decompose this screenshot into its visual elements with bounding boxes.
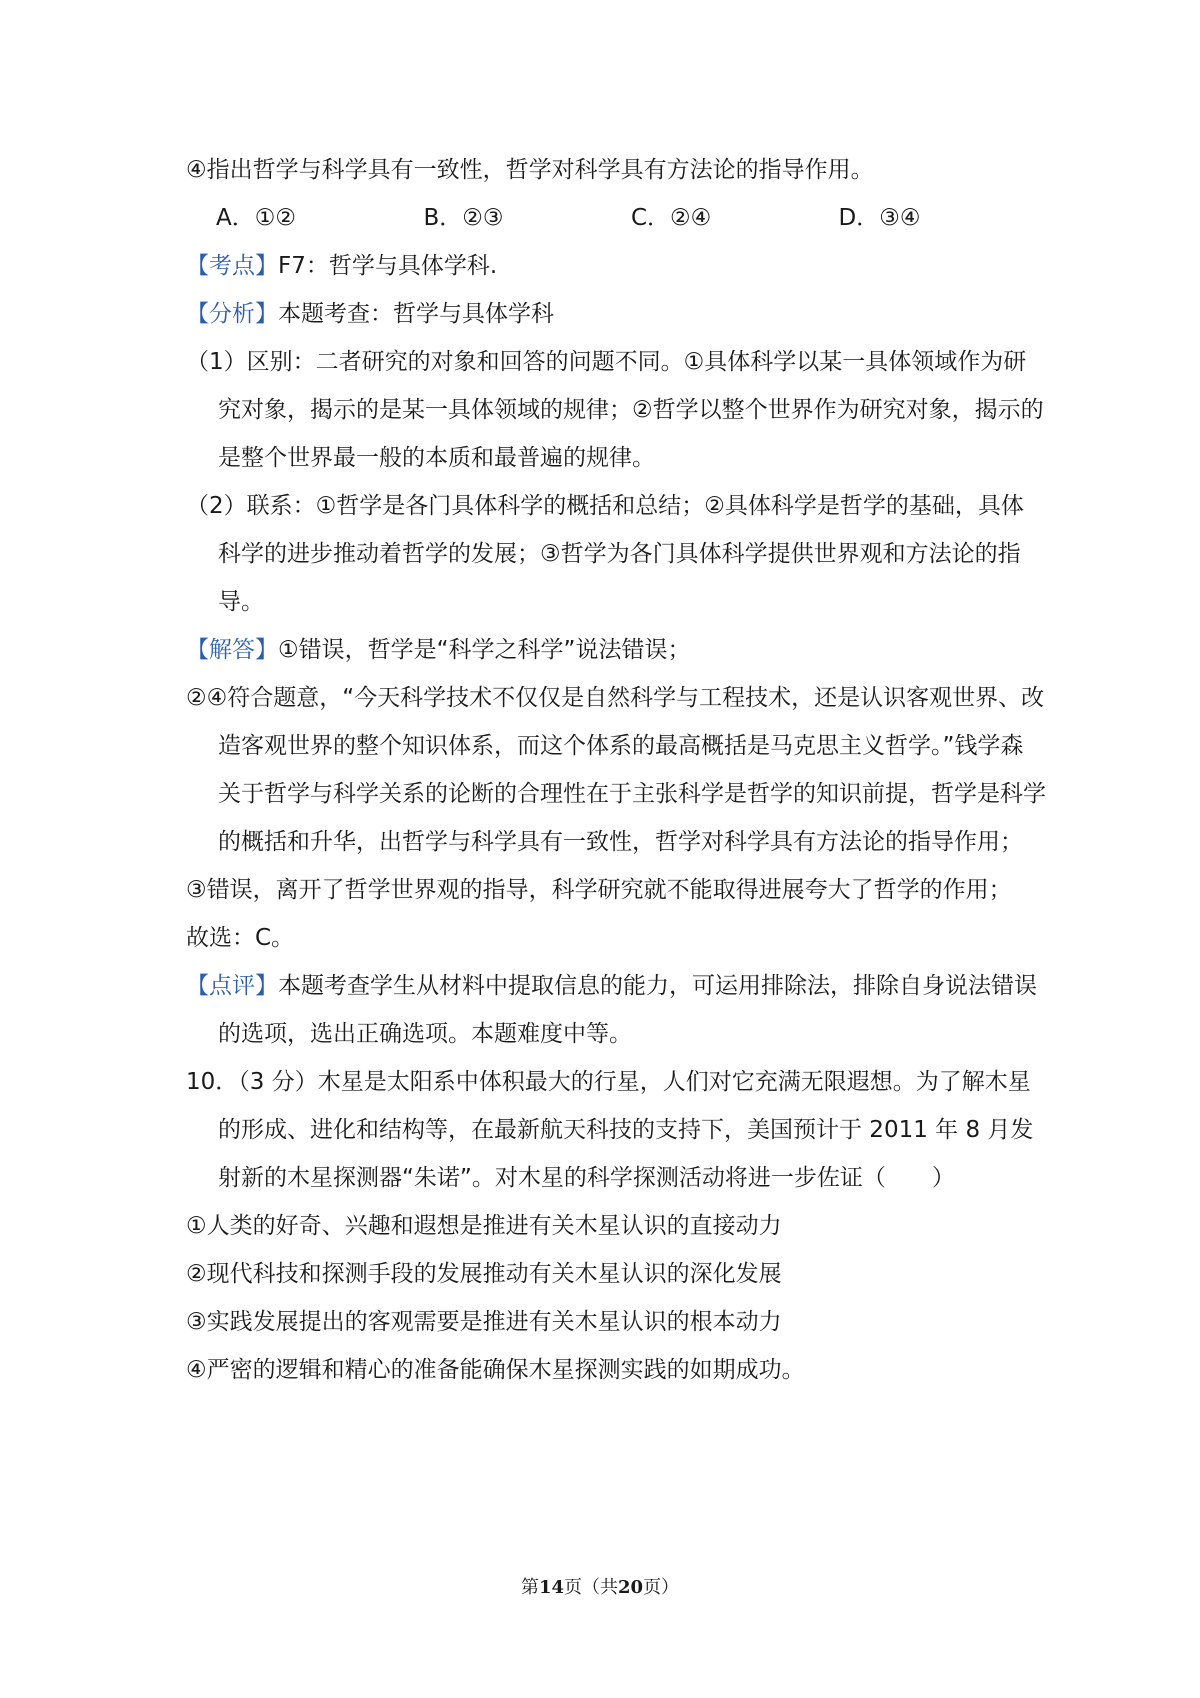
q10-item-1: ①人类的好奇、兴趣和遐想是推进有关木星认识的直接动力: [186, 1213, 782, 1239]
kaodian-tag: 【考点】: [186, 253, 278, 279]
analysis-difference: （1）区别：二者研究的对象和回答的问题不同。①具体科学以某一具体领域作为研究对象，揭示的是某一具体领域的规律；②哲学以整个世界作为研究对象，揭示的是整个世界最一般的本质和最普遍的规律。: [186, 349, 1044, 471]
jieda-line: [186, 626, 1046, 674]
question-10-stem: 10．（3 分）木星是太阳系中体积最大的行星，人们对它充满无限遐想。为了解木星的形成、进化和结构等，在最新航天科技的支持下，美国预计于 2011 年 8 月发射新的木星探测器“朱诺”。对木星的科学探测活动将进一步佐证（ ）: [186, 1069, 1034, 1191]
analysis-connection: （2）联系：①哲学是各门具体科学的概括和总结；②具体科学是哲学的基础，具体科学的进步推动着哲学的发展；③哲学为各门具体科学提供世界观和方法论的指导。: [186, 493, 1024, 615]
final-choice: 故选：C。: [186, 925, 295, 951]
dianping-tag: 【点评】: [186, 973, 278, 999]
dianping-line: [186, 962, 1046, 1058]
answer-options: [186, 194, 1046, 242]
statement-4: ④指出哲学与科学具有一致性，哲学对科学具有方法论的指导作用。: [186, 157, 874, 183]
fenxi-tag: 【分析】: [186, 301, 278, 327]
q10-item-4: ④严密的逻辑和精心的准备能确保木星探测实践的如期成功。: [186, 1357, 805, 1383]
fenxi-text: 本题考查：哲学与具体学科: [278, 301, 554, 327]
page-footer: [0, 1564, 1200, 1612]
fenxi-line: [186, 290, 1046, 338]
footer-prefix: 第: [520, 1577, 539, 1598]
jieda-tag: 【解答】: [186, 637, 278, 663]
option-b: B．②③: [423, 205, 504, 231]
answer-3: ③错误，离开了哲学世界观的指导，科学研究就不能取得进展夸大了哲学的作用；: [186, 877, 1012, 903]
option-d: D．③④: [838, 205, 921, 231]
jieda-text: ①错误，哲学是“科学之科学”说法错误；: [278, 637, 691, 663]
kaodian-line: [186, 242, 1046, 290]
option-a: A．①②: [216, 205, 296, 231]
footer-total-pages: 20: [618, 1577, 644, 1598]
footer-suffix: 页）: [643, 1577, 680, 1598]
footer-page-number: 14: [538, 1577, 564, 1598]
q10-item-2: ②现代科技和探测手段的发展推动有关木星认识的深化发展: [186, 1261, 782, 1287]
dianping-text: 本题考查学生从材料中提取信息的能力，可运用排除法，排除自身说法错误的选项，选出正确选项。本题难度中等。: [218, 973, 1037, 1047]
answer-2-4: ②④符合题意，“今天科学技术不仅仅是自然科学与工程技术，还是认识客观世界、改造客观世界的整个知识体系，而这个体系的最高概括是马克思主义哲学。”钱学森关于哲学与科学关系的论断的合理性在于主张科学是哲学的知识前提，哲学是科学的概括和升华，出哲学与科学具有一致性，哲学对科学具有方法论的指导作用；: [186, 685, 1046, 855]
option-c: C．②④: [631, 205, 712, 231]
q10-item-3: ③实践发展提出的客观需要是推进有关木星认识的根本动力: [186, 1309, 782, 1335]
page-content: [186, 146, 1046, 1394]
kaodian-text: F7：哲学与具体学科.: [278, 253, 498, 279]
footer-middle: 页（共: [564, 1577, 618, 1598]
